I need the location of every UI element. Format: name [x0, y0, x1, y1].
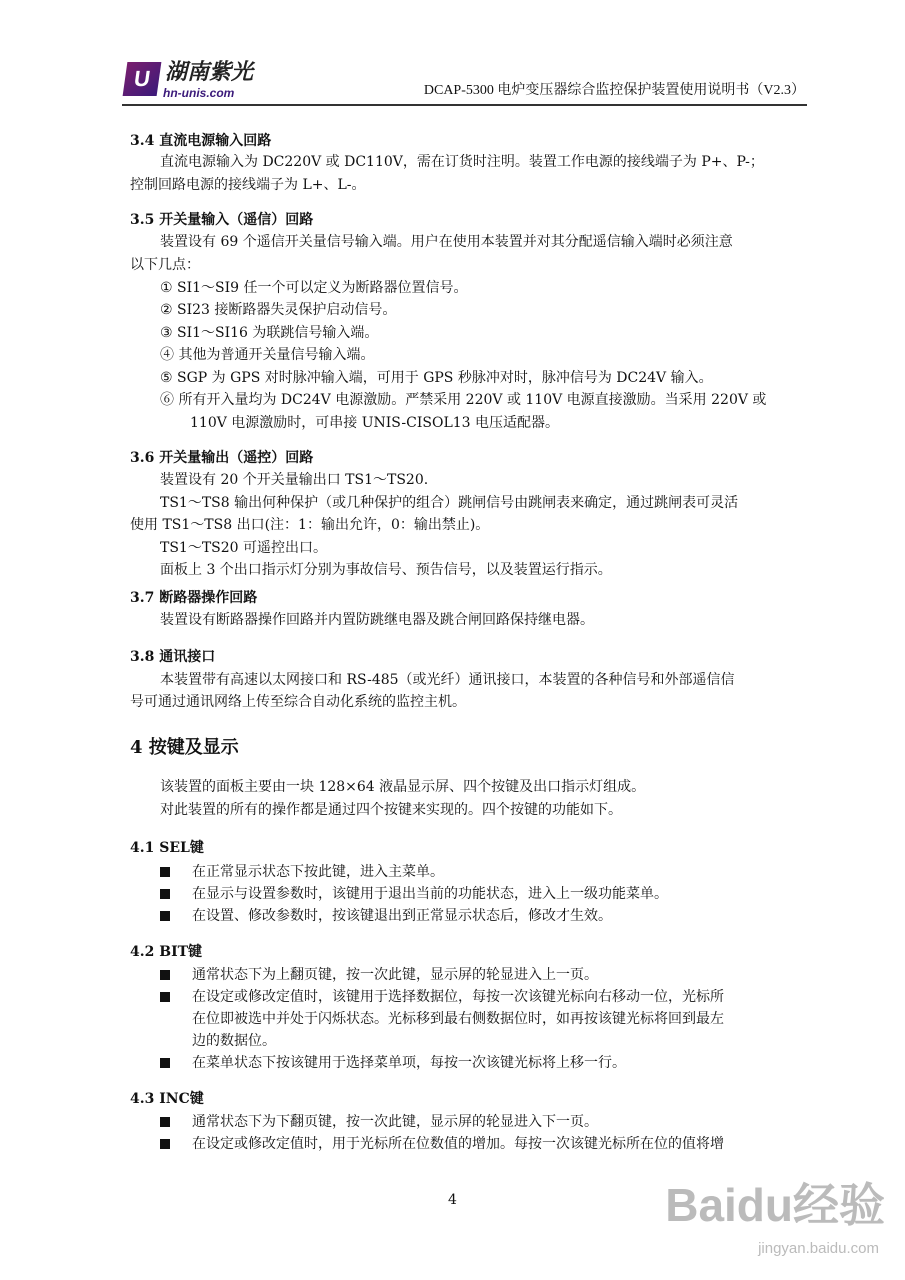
logo-text-cn: 湖南紫光 — [165, 59, 254, 85]
section-heading: 4.3 INC键 — [130, 1091, 204, 1107]
bullet-text: 在设定或修改定值时，用于光标所在位数值的增加。每按一次该键光标所在位的值将增 — [192, 1136, 724, 1152]
bullet-square-icon — [160, 1117, 170, 1127]
bullet-item — [160, 1053, 626, 1073]
section-heading: 3.4 直流电源输入回路 — [130, 133, 272, 149]
bullet-item — [160, 1134, 724, 1154]
bullet-item — [160, 906, 612, 926]
paragraph: TS1～TS8 输出何种保护（或几种保护的组合）跳闸信号由跳闸表来确定，通过跳闸表可灵活 — [160, 495, 739, 511]
paragraph: 装置设有 69 个遥信开关量信号输入端。用户在使用本装置并对其分配遥信输入端时必须注意 — [160, 234, 733, 250]
bullet-item — [160, 965, 598, 985]
list-item: ⑤ SGP 为 GPS 对时脉冲输入端，可用于 GPS 秒脉冲对时，脉冲信号为 DC24V 输入。 — [160, 370, 713, 386]
bullet-square-icon — [160, 992, 170, 1002]
bullet-square-icon — [160, 1058, 170, 1068]
paragraph: 号可通过通讯网络上传至综合自动化系统的监控主机。 — [130, 694, 466, 710]
watermark-url: jingyan.baidu.com — [758, 1240, 879, 1257]
bullet-item — [160, 1112, 598, 1132]
paragraph: 装置设有断路器操作回路并内置防跳继电器及跳合闸回路保持继电器。 — [160, 612, 594, 628]
bullet-square-icon — [160, 911, 170, 921]
paragraph: 直流电源输入为 DC220V 或 DC110V，需在订货时注明。装置工作电源的接线端子为 P+、P-； — [160, 154, 764, 170]
bullet-item — [160, 862, 444, 882]
bullet-square-icon — [160, 970, 170, 980]
bullet-square-icon — [160, 889, 170, 899]
section-heading: 3.7 断路器操作回路 — [130, 590, 258, 606]
paragraph: 对此装置的所有的操作都是通过四个按键来实现的。四个按键的功能如下。 — [160, 802, 622, 818]
bullet-text: 通常状态下为上翻页键，按一次此键，显示屏的轮显进入上一页。 — [192, 967, 598, 983]
bullet-text: 在设置、修改参数时，按该键退出到正常显示状态后，修改才生效。 — [192, 908, 612, 924]
paragraph: 使用 TS1～TS8 出口(注：1：输出允许，0：输出禁止)。 — [130, 517, 490, 533]
section-heading: 3.8 通讯接口 — [130, 649, 216, 665]
paragraph: 本装置带有高速以太网接口和 RS-485（或光纤）通讯接口，本装置的各种信号和外部遥信信 — [160, 672, 735, 688]
section-heading: 3.5 开关量输入（遥信）回路 — [130, 212, 314, 228]
section-heading: 3.6 开关量输出（遥控）回路 — [130, 450, 314, 466]
list-item: ⑥ 所有开入量均为 DC24V 电源激励。严禁采用 220V 或 110V 电源直接激励。当采用 220V 或 — [160, 392, 767, 408]
bullet-continuation: 在位即被选中并处于闪烁状态。光标移到最右侧数据位时，如再按该键光标将回到最左 — [192, 1011, 724, 1027]
logo-text-en: hn-unis.com — [163, 86, 235, 100]
list-item: ① SI1～SI9 任一个可以定义为断路器位置信号。 — [160, 280, 468, 296]
document-title: DCAP-5300 电炉变压器综合监控保护装置使用说明书（V2.3） — [423, 83, 805, 98]
list-item: ② SI23 接断路器失灵保护启动信号。 — [160, 302, 397, 318]
bullet-continuation: 边的数据位。 — [192, 1033, 276, 1049]
header-rule — [122, 104, 807, 106]
paragraph: 面板上 3 个出口指示灯分别为事故信号、预告信号，以及装置运行指示。 — [160, 562, 612, 578]
section-heading: 4.2 BIT键 — [130, 944, 203, 960]
section-heading: 4.1 SEL键 — [130, 840, 204, 856]
list-item: ④ 其他为普通开关量信号输入端。 — [160, 347, 375, 363]
paragraph: 该装置的面板主要由一块 128×64 液晶显示屏、四个按键及出口指示灯组成。 — [160, 779, 646, 795]
paragraph: TS1～TS20 可遥控出口。 — [160, 540, 328, 556]
chapter-heading: 4 按键及显示 — [130, 737, 239, 758]
bullet-text: 在设定或修改定值时，该键用于选择数据位，每按一次该键光标向右移动一位，光标所 — [192, 989, 724, 1005]
list-item: ③ SI1～SI16 为联跳信号输入端。 — [160, 325, 379, 341]
bullet-square-icon — [160, 1139, 170, 1149]
bullet-item — [160, 987, 724, 1007]
bullet-square-icon — [160, 867, 170, 877]
watermark-logo: Baidu经验 — [665, 1179, 885, 1231]
bullet-item — [160, 884, 668, 904]
paragraph: 装置设有 20 个开关量输出口 TS1～TS20. — [160, 472, 429, 488]
list-item-continuation: 110V 电源激励时，可串接 UNIS-CISOL13 电压适配器。 — [190, 415, 560, 431]
bullet-text: 通常状态下为下翻页键，按一次此键，显示屏的轮显进入下一页。 — [192, 1114, 598, 1130]
logo-mark: U — [123, 62, 162, 96]
page-number: 4 — [448, 1192, 457, 1208]
paragraph: 以下几点： — [130, 257, 200, 273]
bullet-text: 在正常显示状态下按此键，进入主菜单。 — [192, 864, 444, 880]
paragraph: 控制回路电源的接线端子为 L+、L-。 — [130, 177, 366, 193]
bullet-text: 在菜单状态下按该键用于选择菜单项，每按一次该键光标将上移一行。 — [192, 1055, 626, 1071]
bullet-text: 在显示与设置参数时，该键用于退出当前的功能状态，进入上一级功能菜单。 — [192, 886, 668, 902]
